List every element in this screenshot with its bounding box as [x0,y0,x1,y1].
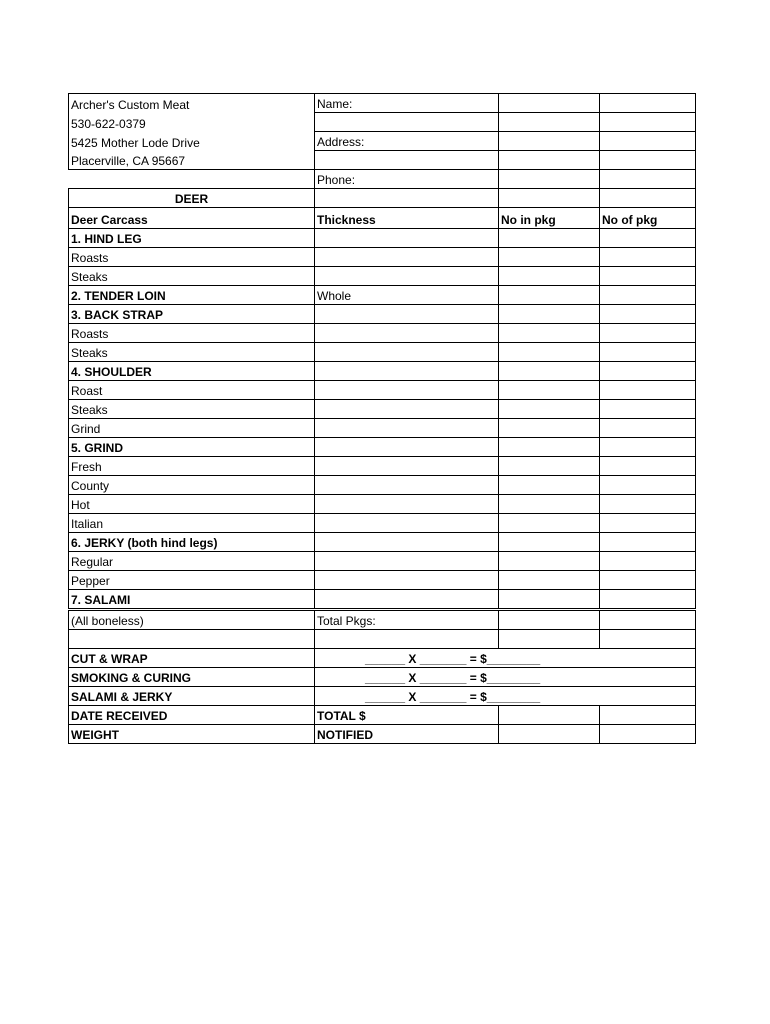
no-in-pkg-field[interactable] [499,533,600,552]
no-of-pkg-field[interactable] [600,267,696,286]
cut-label: Fresh [69,457,315,476]
name-field[interactable] [499,94,600,113]
section-title: DEER [69,189,315,208]
no-in-pkg-field[interactable] [499,457,600,476]
company-city: Placerville, CA 95667 [69,151,315,170]
name-field-extra[interactable] [600,94,696,113]
no-in-pkg-field[interactable] [499,229,600,248]
no-of-pkg-field[interactable] [600,400,696,419]
charge-formula[interactable]: ______ X _______ = $________ [315,687,600,706]
charge-formula[interactable]: ______ X _______ = $________ [315,649,600,668]
thickness-field[interactable] [315,381,499,400]
thickness-field[interactable]: Whole [315,286,499,305]
cut-label: 4. SHOULDER [69,362,315,381]
no-of-pkg-field[interactable] [600,457,696,476]
thickness-field[interactable] [315,514,499,533]
cut-row [69,419,696,438]
no-in-pkg-field[interactable] [499,495,600,514]
cut-label: 5. GRIND [69,438,315,457]
cut-row [69,286,696,305]
cut-label: 7. SALAMI [69,590,315,610]
no-of-pkg-field[interactable] [600,419,696,438]
cut-label: 3. BACK STRAP [69,305,315,324]
charge-label: SALAMI & JERKY [69,687,315,706]
no-of-pkg-field[interactable] [600,286,696,305]
no-of-pkg-field[interactable] [600,571,696,590]
no-of-pkg-field[interactable] [600,305,696,324]
no-of-pkg-field[interactable] [600,590,696,610]
charge-formula[interactable]: ______ X _______ = $________ [315,668,600,687]
cut-label: Hot [69,495,315,514]
cut-label: Roast [69,381,315,400]
no-in-pkg-field[interactable] [499,381,600,400]
no-in-pkg-field[interactable] [499,590,600,610]
total-pkgs-label: Total Pkgs: [315,610,499,630]
no-in-pkg-field[interactable] [499,552,600,571]
no-of-pkg-field[interactable] [600,552,696,571]
cut-row [69,476,696,495]
cut-label: Regular [69,552,315,571]
cut-row [69,324,696,343]
total-label: TOTAL $ [315,706,499,725]
thickness-field[interactable] [315,248,499,267]
phone-field[interactable] [499,170,600,189]
cut-row [69,381,696,400]
no-of-pkg-field[interactable] [600,229,696,248]
column-header-thickness: Thickness [315,208,499,229]
cut-label: Roasts [69,324,315,343]
thickness-field[interactable] [315,229,499,248]
no-of-pkg-field[interactable] [600,343,696,362]
no-of-pkg-field[interactable] [600,324,696,343]
cut-row [69,495,696,514]
no-of-pkg-field[interactable] [600,514,696,533]
blank-cell [315,189,499,208]
thickness-field[interactable] [315,495,499,514]
no-in-pkg-field[interactable] [499,248,600,267]
blank-cell[interactable] [315,113,499,132]
no-in-pkg-field[interactable] [499,514,600,533]
address-label: Address: [315,132,499,151]
no-in-pkg-field[interactable] [499,286,600,305]
notified-field[interactable] [499,725,600,744]
boneless-note: (All boneless) [69,610,315,630]
cut-label: 6. JERKY (both hind legs) [69,533,315,552]
date-received-label: DATE RECEIVED [69,706,315,725]
cut-row [69,438,696,457]
thickness-field[interactable] [315,476,499,495]
cut-row [69,552,696,571]
total-field-extra[interactable] [600,706,696,725]
blank-cell[interactable] [600,113,696,132]
cut-row [69,457,696,476]
no-in-pkg-field[interactable] [499,476,600,495]
no-of-pkg-field[interactable] [600,476,696,495]
cut-row [69,248,696,267]
blank-cell [600,687,696,706]
no-in-pkg-field[interactable] [499,362,600,381]
thickness-field[interactable] [315,533,499,552]
cut-label: Italian [69,514,315,533]
cut-row [69,571,696,590]
no-of-pkg-field[interactable] [600,381,696,400]
charge-label: CUT & WRAP [69,649,315,668]
cut-label: 1. HIND LEG [69,229,315,248]
weight-label: WEIGHT [69,725,315,744]
cut-label: Steaks [69,267,315,286]
blank-cell [315,630,499,649]
no-of-pkg-field[interactable] [600,438,696,457]
cut-label: County [69,476,315,495]
no-in-pkg-field[interactable] [499,343,600,362]
cut-row [69,514,696,533]
no-of-pkg-field[interactable] [600,495,696,514]
cut-label: Grind [69,419,315,438]
cut-label: Steaks [69,400,315,419]
column-header-no-of-pkg: No of pkg [600,208,696,229]
thickness-field[interactable] [315,590,499,610]
cut-row [69,267,696,286]
company-name: Archer's Custom Meat [69,94,315,113]
thickness-field[interactable] [315,343,499,362]
column-header-carcass: Deer Carcass [69,208,315,229]
no-in-pkg-field[interactable] [499,571,600,590]
cut-label: 2. TENDER LOIN [69,286,315,305]
thickness-field[interactable] [315,438,499,457]
total-pkgs-field[interactable] [499,610,600,630]
no-in-pkg-field[interactable] [499,305,600,324]
thickness-field[interactable] [315,267,499,286]
blank-cell [69,170,315,189]
thickness-field[interactable] [315,419,499,438]
total-pkgs-field-extra[interactable] [600,610,696,630]
thickness-field[interactable] [315,324,499,343]
deer-cut-order-form [68,93,696,744]
blank-cell [69,630,315,649]
phone-field-extra[interactable] [600,170,696,189]
name-label: Name: [315,94,499,113]
total-field[interactable] [499,706,600,725]
blank-cell [600,630,696,649]
cut-row [69,400,696,419]
no-of-pkg-field[interactable] [600,533,696,552]
phone-label: Phone: [315,170,499,189]
company-phone: 530-622-0379 [69,113,315,132]
company-street: 5425 Mother Lode Drive [69,132,315,151]
blank-cell [600,189,696,208]
thickness-field[interactable] [315,400,499,419]
blank-cell[interactable] [499,113,600,132]
blank-cell[interactable] [499,151,600,170]
address-field-extra[interactable] [600,132,696,151]
no-in-pkg-field[interactable] [499,324,600,343]
cut-row [69,343,696,362]
charge-label: SMOKING & CURING [69,668,315,687]
cut-label: Steaks [69,343,315,362]
cut-row [69,305,696,324]
notified-field-extra[interactable] [600,725,696,744]
no-of-pkg-field[interactable] [600,362,696,381]
thickness-field[interactable] [315,305,499,324]
blank-cell[interactable] [315,151,499,170]
blank-cell [499,189,600,208]
no-in-pkg-field[interactable] [499,419,600,438]
address-field[interactable] [499,132,600,151]
no-of-pkg-field[interactable] [600,248,696,267]
cut-row [69,229,696,248]
no-in-pkg-field[interactable] [499,267,600,286]
blank-cell [499,630,600,649]
thickness-field[interactable] [315,457,499,476]
cut-row [69,362,696,381]
no-in-pkg-field[interactable] [499,400,600,419]
blank-cell [600,649,696,668]
thickness-field[interactable] [315,552,499,571]
thickness-field[interactable] [315,362,499,381]
blank-cell [600,668,696,687]
cut-row [69,533,696,552]
thickness-field[interactable] [315,571,499,590]
no-in-pkg-field[interactable] [499,438,600,457]
notified-label: NOTIFIED [315,725,499,744]
cut-label: Pepper [69,571,315,590]
column-header-no-in-pkg: No in pkg [499,208,600,229]
cut-row [69,590,696,610]
blank-cell[interactable] [600,151,696,170]
cut-label: Roasts [69,248,315,267]
